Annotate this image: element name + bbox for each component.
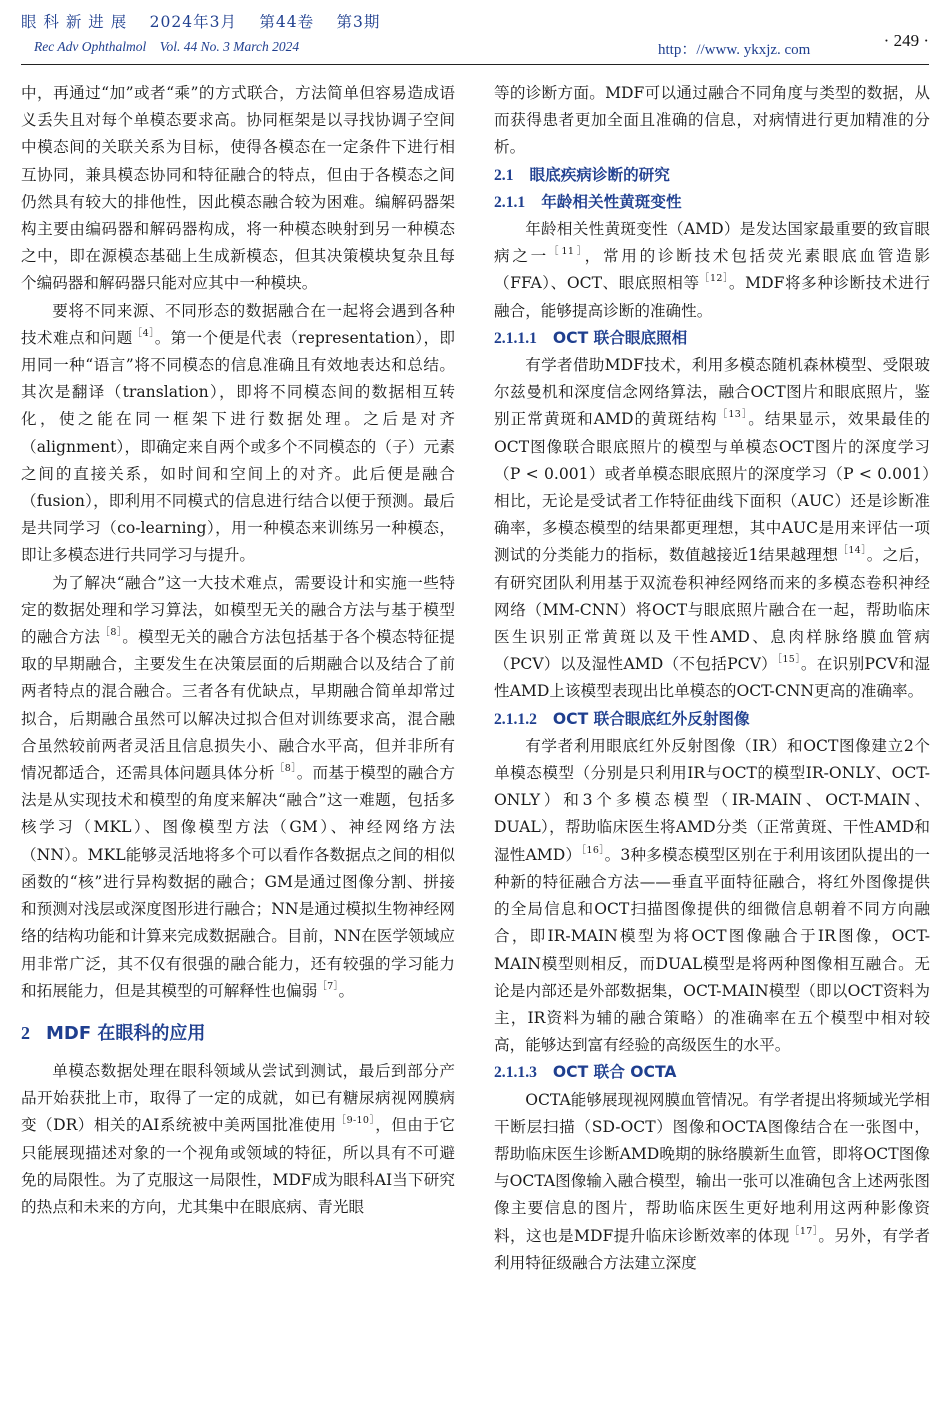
text-run: 有学者借助MDF技术，利用多模态随机森林模型、受限玻尔兹曼机和深度信念网络算法，融合OCT图片和眼底照片，鉴别正常黄斑和AMD的黄斑结构 <box>494 356 930 429</box>
section-heading-2-1 <box>494 162 930 189</box>
text-run: 年龄相关性黄斑变性（AMD）是发达国家最重要的致盲眼病之一 <box>494 220 930 266</box>
citation-link[interactable]: ［16］ <box>581 844 605 856</box>
paragraph <box>494 352 930 706</box>
section-heading-2-1-1-2 <box>494 706 930 733</box>
paragraph: 中，再通过“加”或者“乘”的方式联合，方法简单但容易造成语义丢失且对每个单模态要求高。协同框架是以寻找协调子空间中模态间的关联关系为目标，使得各模态在一定条件下进行相互协同，兼具模态协同和特征融合的特点，但由于各模态之间仍然具有较大的排他性，因此模态融合较为困难。编解码器架构主要由编码器和解码器构成，将一种模态映射到另一种模态之中，即在源模态基础上生成新模态，但其决策模块复杂且每个编码器和解码器只能对应其中一种模块。 <box>21 84 455 293</box>
section-heading-2-1-1 <box>494 189 930 216</box>
citation-link[interactable]: ［11］ <box>548 246 585 258</box>
paragraph <box>494 733 930 1059</box>
section-title: 眼底疾病诊断的研究 <box>529 165 670 184</box>
text-run: 单模态数据处理在眼科领域从尝试到测试，最后到部分产品开始获批上市，取得了一定的成就，如已有糖尿病视网膜病变（DR）相关的AI系统被中美两国批准使用 <box>21 1061 455 1135</box>
text-run: ，常用的诊断技术包括荧光素眼底血管造影（FFA）、OCT、眼底照相等 <box>494 247 930 293</box>
section-title: 年龄相关性黄斑变性 <box>541 192 682 211</box>
text-run: 。MDF将多种诊断技术进行融合，能够提高诊断的准确性。 <box>494 274 930 320</box>
citation-link[interactable]: ［8］ <box>274 763 297 775</box>
page-number: · 249 · <box>883 31 929 50</box>
header-divider <box>21 64 929 65</box>
section-number: 2.1.1.3 <box>494 1064 537 1082</box>
citation-link[interactable]: ［14］ <box>838 545 867 557</box>
text-run: 。而基于模型的融合方法是从实现技术和模型的角度来解决“融合”这一难题，包括多核学习（MKL）、图像模型方法（GM）、神经网络方法（NN）。MKL能够灵活地将多个可以看作各数据点之间的相似函数的“核”进行异构数据的融合；GM是通过图像分割、拼接和预测对浅层或深度图形进行融合；NN是通过模拟生物神经网络的结构功能和计算来完成数据融合。目前，NN在医学领域应用非常广泛，其不仅有很强的融合能力，还有较强的学习能力和拓展能力，但是其模型的可解释性也偏弱 <box>21 764 455 1000</box>
section-heading-2 <box>21 1019 455 1048</box>
citation-link[interactable]: ［17］ <box>789 1225 819 1237</box>
section-number: 2.1.1 <box>494 193 526 211</box>
section-number: 2.1.1.2 <box>494 710 537 728</box>
paragraph <box>494 1087 930 1277</box>
text-run: 。在识别PCV和湿性AMD上该模型表现出比单模态的OCT-CNN更高的准确率。 <box>494 655 930 701</box>
section-number: 2.1 <box>494 166 514 184</box>
journal-title-en: Rec Adv Ophthalmol Vol. 44 No. 3 March 2024 <box>34 39 300 54</box>
text-run: 。模型无关的融合方法包括基于各个模态特征提取的早期融合，主要发生在决策层面的后期融合以及结合了前两者特点的混合融合。三者各有优缺点，早期融合简单却常过拟合，后期融合虽然可以解决过拟合但对训练要求高，混合融合虽然较前两者灵活且信息损失小、融合水平高，但并非所有情况都适合，还需具体问题具体分析 <box>21 628 455 783</box>
section-number: 2.1.1.1 <box>494 329 537 347</box>
journal-url-link[interactable]: http：//www. ykxjz. com <box>658 42 811 58</box>
text-run: 为了解决“融合”这一大技术难点，需要设计和实施一些特定的数据处理和学习算法，如模型无关的融合方法与基于模型的融合方法 <box>21 573 455 647</box>
text-run: OCTA能够展现视网膜血管情况。有学者提出将频域光学相干断层扫描（SD-OCT）图像和OCTA图像结合在一张图中，帮助临床医生诊断AMD晚期的脉络膜新生血管，即将OCT图像与OCTA图像输入融合模型，输出一张可以准确包含上述两张图像主要信息的图片，帮助临床医生更好地利用这两种影像资料，这也是MDF提升临床诊断效率的体现 <box>494 1090 930 1245</box>
citation-link[interactable]: ［15］ <box>777 654 801 666</box>
text-run: 。 <box>338 981 355 1000</box>
citation-link[interactable]: ［12］ <box>699 273 729 285</box>
citation-link[interactable]: ［7］ <box>317 980 339 992</box>
right-column <box>494 80 930 1277</box>
section-heading-2-1-1-1 <box>494 325 930 352</box>
text-run: 。结果显示，效果最佳的OCT图像联合眼底照片的模型与单模态OCT图片的深度学习（P < 0.001）或者单模态眼底照片的深度学习（P < 0.001）相比，无论是受试者工作特征曲线下面积（AUC）还是诊断准确率，多模态模型的结果都更理想，其中AUC是用来评估一项测试的分类能力的指标，数值越接近1结果越理想 <box>494 410 930 565</box>
section-number: 2 <box>21 1022 30 1043</box>
page-header <box>21 0 929 62</box>
text-run: 。第一个便是代表（representation），即用同一种“语言”将不同模态的信息准确且有效地表达和总结。其次是翻译（translation），即将不同模态间的数据相互转化，使之能在同一框架下进行数据处理。之后是对齐（alignment），即确定来自两个或多个不同模态的（子）元素之间的直接关系，如时间和空间上的对齐。此后便是融合（fusion），即利用不同模式的信息进行结合以便于预测。最后是共同学习（co-learning），用一种模态来训练另一种模态，即让多模态进行共同学习与提升。 <box>21 328 455 565</box>
text-run: 有学者利用眼底红外反射图像（IR）和OCT图像建立2个单模态模型（分别是只利用IR与OCT的模型IR-ONLY、OCT-ONLY）和3个多模态模型（IR-MAIN、OCT-MAIN、DUAL），帮助临床医生将AMD分类（正常黄斑、干性AMD和湿性AMD） <box>494 736 930 864</box>
text-run: 。另外，有学者利用特征级融合方法建立深度 <box>494 1226 930 1272</box>
text-run: 要将不同来源、不同形态的数据融合在一起将会遇到各种技术难点和问题 <box>21 301 455 347</box>
text-run: 。3种多模态模型区别在于利用该团队提出的一种新的特征融合方法——垂直平面特征融合，将红外图像提供的全局信息和OCT扫描图像提供的细微信息朝着不同方向融合，即IR-MAIN模型为将OCT图像融合于IR图像，OCT-MAIN模型则相反，而DUAL模型是将两种图像相互融合。无论是内部还是外部数据集，OCT-MAIN模型（即以OCT资料为主，IR资料为辅的融合策略）的准确率在五个模型中相对较高，能够达到富有经验的高级医生的水平。 <box>494 845 931 1055</box>
section-title: OCT 联合眼底红外反射图像 <box>552 709 750 728</box>
section-title: OCT 联合 OCTA <box>552 1063 677 1082</box>
citation-link[interactable]: ［4］ <box>132 327 155 339</box>
paragraph <box>21 570 455 1005</box>
citation-link[interactable]: ［13］ <box>717 409 749 421</box>
paragraph <box>494 216 930 325</box>
text-run: ，但由于它只能展现描述对象的一个视角或领域的特征，所以具有不可避免的局限性。为了克服这一局限性，MDF成为眼科AI当下研究的热点和未来的方向，尤其集中在眼底病、青光眼 <box>21 1116 455 1216</box>
paragraph <box>21 1058 455 1221</box>
section-title: OCT 联合眼底照相 <box>552 328 688 347</box>
text-run: 。之后，有研究团队利用基于双流卷积神经网络而来的多模态卷积神经网络（MM-CNN）将OCT与眼底照片融合在一起，帮助临床医生识别正常黄斑以及干性AMD、息肉样脉络膜血管病（PCV）以及湿性AMD（不包括PCV） <box>494 546 930 674</box>
journal-title-cn: 眼 科 新 进 展 2024年3月 第44卷 第3期 <box>21 13 381 31</box>
paragraph <box>21 298 455 570</box>
section-title: MDF 在眼科的应用 <box>46 1022 206 1044</box>
citation-link[interactable]: ［9-10］ <box>336 1115 376 1127</box>
citation-link[interactable]: ［8］ <box>100 627 123 639</box>
left-column <box>21 80 455 1221</box>
section-heading-2-1-1-3 <box>494 1059 930 1086</box>
paragraph: 等的诊断方面。MDF可以通过融合不同角度与类型的数据，从而获得患者更加全面且准确的信息，对病情进行更加精准的分析。 <box>494 84 930 157</box>
